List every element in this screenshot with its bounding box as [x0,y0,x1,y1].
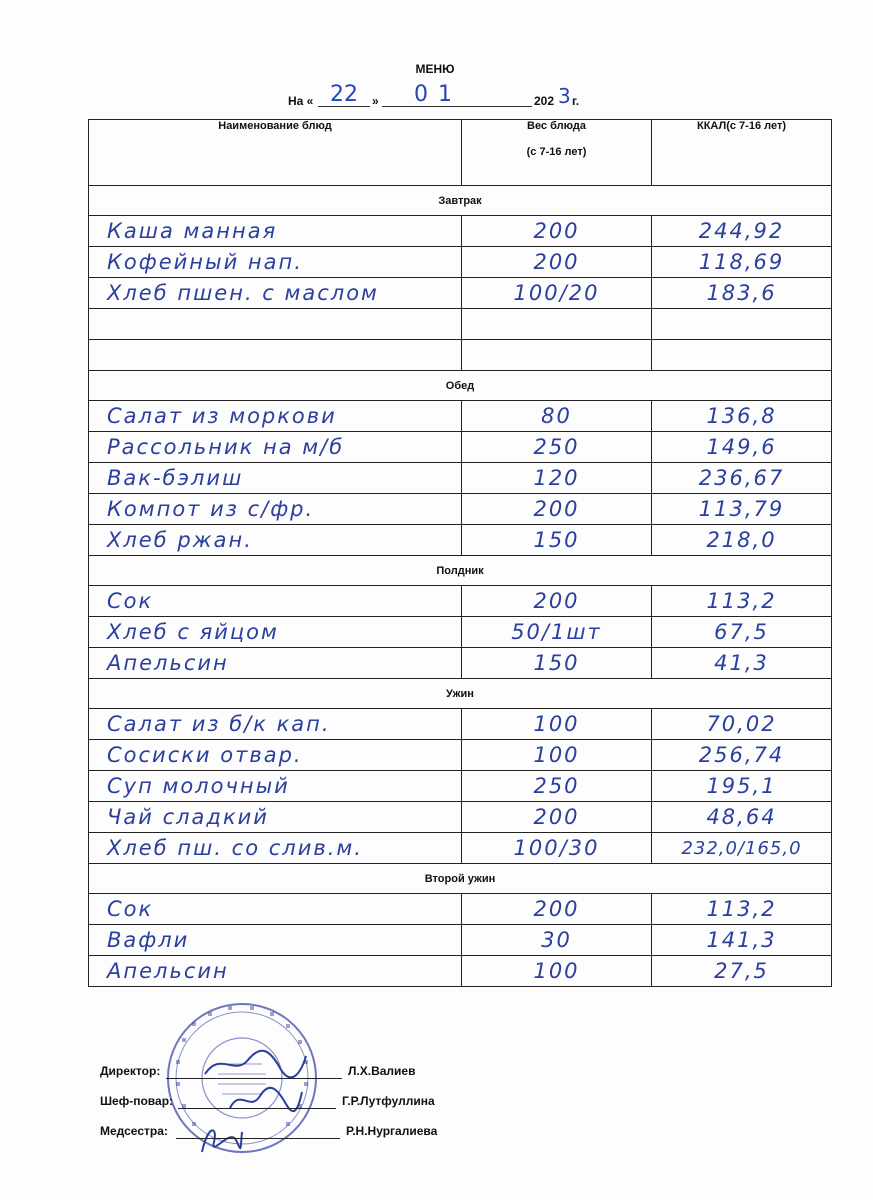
dish-weight: 80 [462,401,652,432]
dish-name: Сосиски отвар. [89,740,462,771]
section-second-dinner [89,864,832,894]
dish-kcal: 67,5 [652,617,832,648]
dish-name: Кофейный нап. [89,247,462,278]
col-kcal-header: ККАЛ(с 7-16 лет) [652,120,832,186]
dish-weight: 100 [462,740,652,771]
table-row [89,463,832,494]
section-afternoon-snack [89,556,832,586]
dish-weight: 150 [462,648,652,679]
col-weight-header [462,120,652,186]
dish-weight: 200 [462,216,652,247]
dish-weight: 200 [462,494,652,525]
dish-kcal: 118,69 [652,247,832,278]
dish-weight: 250 [462,432,652,463]
dish-name: Салат из моркови [89,401,462,432]
dish-kcal: 27,5 [652,956,832,987]
signature-name: Л.Х.Валиев [348,1064,416,1078]
signature-role: Медсестра: [100,1124,168,1138]
dish-kcal: 113,79 [652,494,832,525]
signature-role: Шеф-повар: [100,1094,174,1108]
dish-kcal: 232,0/165,0 [652,833,832,864]
year-prefix: 202 [534,94,555,108]
dish-name: Компот из с/фр. [89,494,462,525]
dish-weight [462,340,652,371]
col-weight-line2: (с 7-16 лет) [526,146,587,158]
dish-weight [462,309,652,340]
year-digit: 3 [558,84,571,108]
table-row [89,802,832,833]
signature-block [100,1060,620,1150]
table-row [89,956,832,987]
table-row [89,709,832,740]
table-row [89,401,832,432]
dish-name: Апельсин [89,648,462,679]
table-row [89,586,832,617]
dish-weight: 50/1шт [462,617,652,648]
dish-weight: 200 [462,247,652,278]
signature-role: Директор: [100,1064,161,1078]
dish-name: Сок [89,894,462,925]
section-title: Полдник [89,556,832,586]
date-day: 22 [330,82,358,107]
dish-weight: 100/20 [462,278,652,309]
col-name-header: Наименование блюд [89,120,462,186]
table-row [89,247,832,278]
table-row [89,278,832,309]
menu-table [88,119,832,987]
dish-name: Апельсин [89,956,462,987]
dish-name: Хлеб с яйцом [89,617,462,648]
table-row [89,648,832,679]
date-month: 01 [414,82,462,107]
dish-name: Хлеб пшен. с маслом [89,278,462,309]
dish-kcal [652,309,832,340]
col-weight-line1: Вес блюда [527,120,586,132]
section-title: Обед [89,371,832,401]
table-row [89,894,832,925]
dish-weight: 150 [462,525,652,556]
signature-line [178,1108,336,1109]
signature-name: Р.Н.Нургалиева [346,1124,438,1138]
dish-weight: 250 [462,771,652,802]
date-mid: » [372,94,379,108]
page-title: МЕНЮ [415,62,455,76]
dish-kcal: 256,74 [652,740,832,771]
dish-kcal: 70,02 [652,709,832,740]
section-title: Ужин [89,679,832,709]
table-row [89,925,832,956]
dish-kcal: 183,6 [652,278,832,309]
section-title: Второй ужин [89,864,832,894]
dish-kcal: 149,6 [652,432,832,463]
dish-name: Сок [89,586,462,617]
dish-weight: 200 [462,586,652,617]
section-lunch [89,371,832,401]
table-row [89,432,832,463]
dish-weight: 100 [462,709,652,740]
table-row [89,833,832,864]
signature-line [176,1138,340,1139]
dish-weight: 200 [462,894,652,925]
dish-name: Каша манная [89,216,462,247]
dish-name [89,309,462,340]
section-title: Завтрак [89,186,832,216]
date-prefix: На « [288,94,314,108]
signature-name: Г.Р.Лутфуллина [342,1094,435,1108]
dish-name: Хлеб ржан. [89,525,462,556]
dish-weight: 100 [462,956,652,987]
dish-kcal: 141,3 [652,925,832,956]
section-dinner [89,679,832,709]
dish-kcal: 136,8 [652,401,832,432]
section-breakfast [89,186,832,216]
dish-kcal: 41,3 [652,648,832,679]
table-row [89,525,832,556]
dish-kcal: 236,67 [652,463,832,494]
dish-kcal: 244,92 [652,216,832,247]
dish-name: Рассольник на м/б [89,432,462,463]
dish-kcal: 113,2 [652,586,832,617]
table-row [89,494,832,525]
table-row-empty [89,340,832,371]
signature-row [100,1060,620,1090]
dish-weight: 100/30 [462,833,652,864]
dish-kcal: 48,64 [652,802,832,833]
table-row [89,771,832,802]
dish-name: Вак-бэлиш [89,463,462,494]
dish-kcal: 113,2 [652,894,832,925]
dish-weight: 30 [462,925,652,956]
signature-line [166,1078,342,1079]
dish-kcal [652,340,832,371]
signature-row [100,1120,620,1150]
dish-name: Хлеб пш. со слив.м. [89,833,462,864]
dish-name: Вафли [89,925,462,956]
dish-name: Чай сладкий [89,802,462,833]
year-suffix: г. [572,94,580,108]
table-row-empty [89,309,832,340]
dish-kcal: 195,1 [652,771,832,802]
date-line [288,82,608,114]
dish-name: Суп молочный [89,771,462,802]
dish-kcal: 218,0 [652,525,832,556]
dish-name [89,340,462,371]
table-row [89,617,832,648]
header-row [89,120,832,186]
table-row [89,216,832,247]
dish-name: Салат из б/к кап. [89,709,462,740]
signature-row [100,1090,620,1120]
dish-weight: 200 [462,802,652,833]
dish-weight: 120 [462,463,652,494]
table-row [89,740,832,771]
